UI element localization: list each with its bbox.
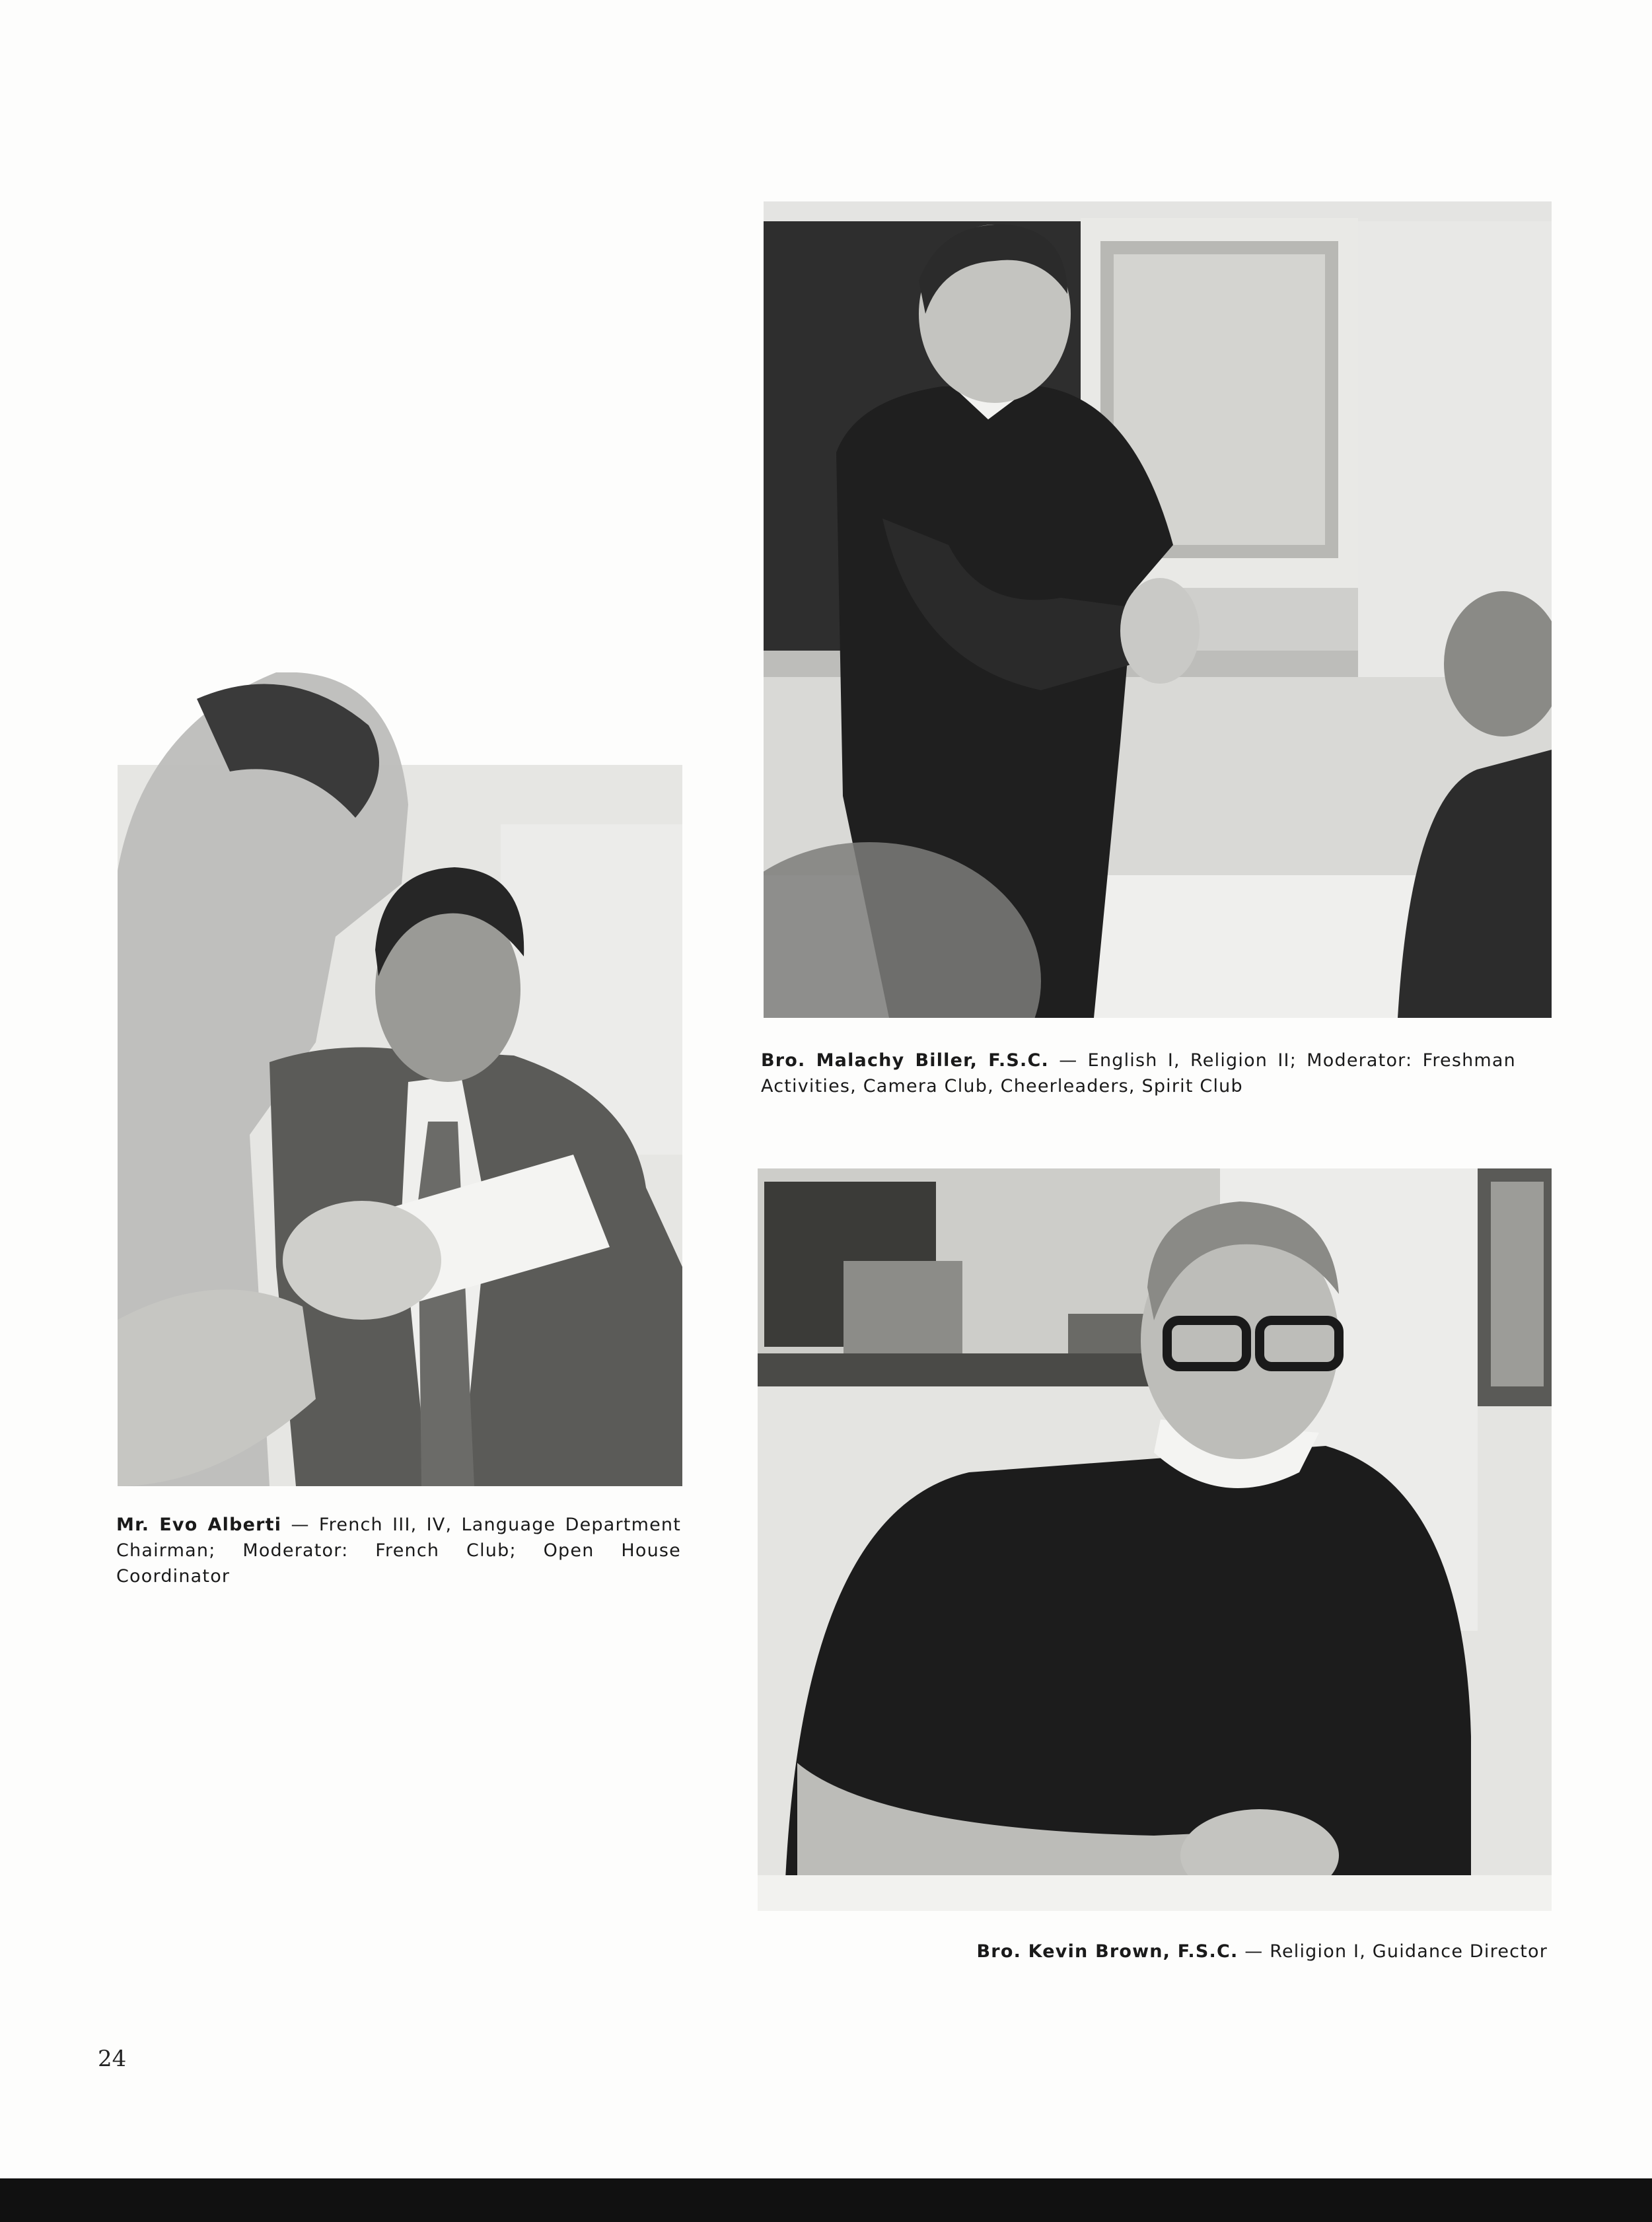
page-number: 24 [98, 2046, 127, 2072]
scan-bottom-border [0, 2178, 1652, 2222]
photo-brown [758, 1168, 1552, 1911]
photo-alberti-image [118, 672, 682, 1486]
caption-biller-name: Bro. Malachy Biller, F.S.C. [761, 1050, 1049, 1071]
caption-brown-name: Bro. Kevin Brown, F.S.C. [976, 1941, 1239, 1962]
caption-biller-text: — English I, Religion II; Moderator: Freshman Activities, Camera Club, Cheerleaders, Spirit Club [761, 1050, 1516, 1096]
photo-biller-image [764, 201, 1552, 1018]
caption-brown [859, 1939, 1548, 1964]
photo-alberti [118, 672, 682, 1486]
photo-brown-image [758, 1168, 1552, 1911]
photo-biller [764, 201, 1552, 1018]
caption-alberti-text: — French III, IV, Language Department Chairman; Moderator: French Club; Open House Coordinator [116, 1515, 681, 1587]
caption-brown-text: — Religion I, Guidance Director [1238, 1941, 1548, 1962]
caption-alberti [116, 1512, 681, 1589]
caption-alberti-name: Mr. Evo Alberti [116, 1515, 282, 1535]
caption-biller [761, 1048, 1516, 1099]
